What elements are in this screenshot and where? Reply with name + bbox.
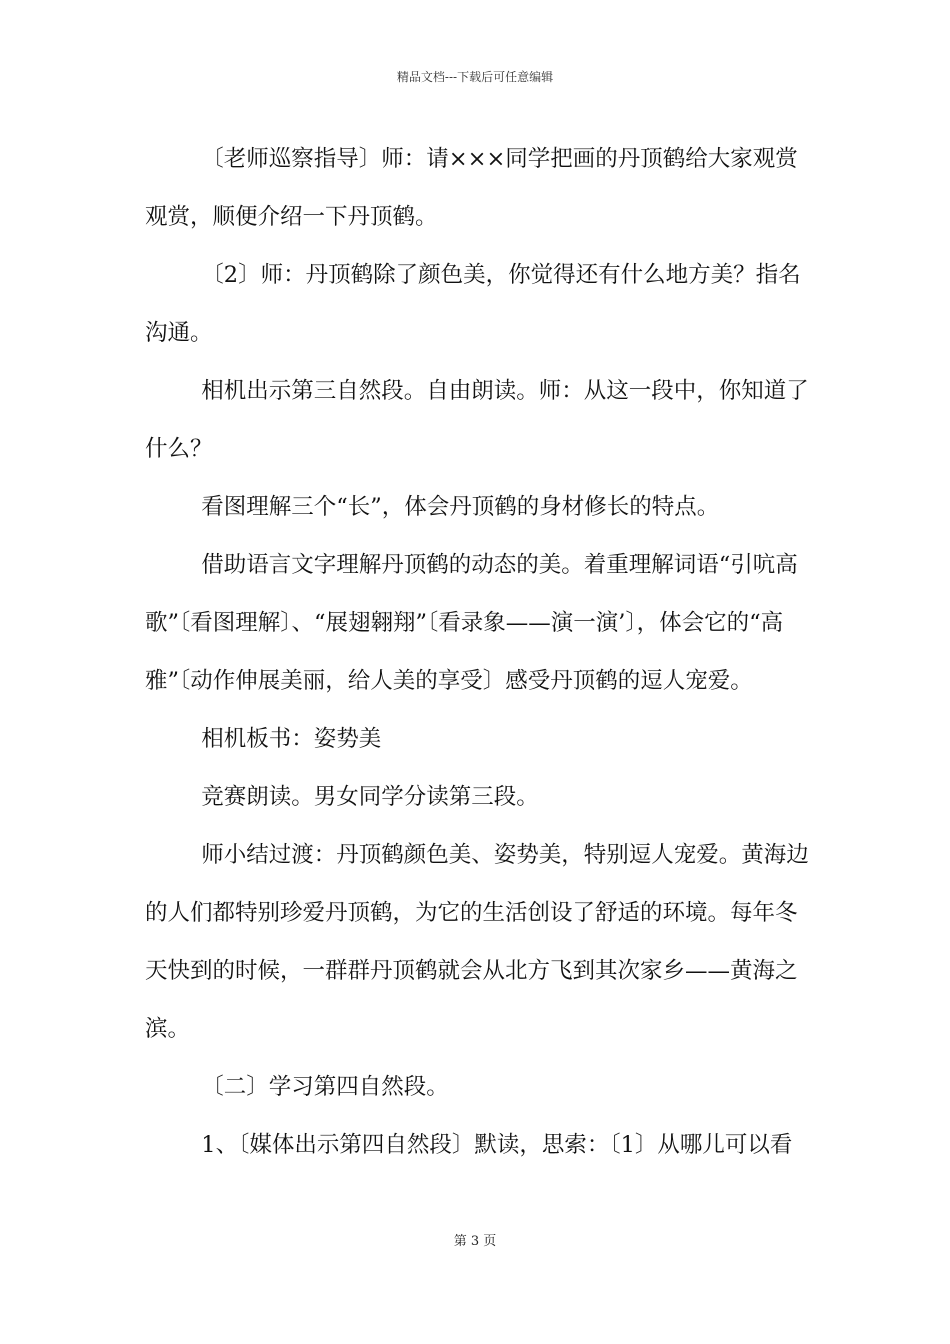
- page-number: 第 3 页: [453, 1234, 497, 1249]
- document-body: [145, 130, 810, 1174]
- paragraph: 借助语言文字理解丹顶鹤的动态的美。着重理解词语“引吭高歌”〔看图理解〕、“展翅翱翔”〔看录象——演一演’〕，体会它的“高雅”〔动作伸展美丽，给人美的享受〕感受丹顶鹤的逗人宠爱。: [145, 552, 798, 694]
- paragraph: 1、〔媒体出示第四自然段〕默读，思索：〔1〕从哪儿可以看: [201, 1132, 793, 1158]
- paragraph: 〔二〕学习第四自然段。: [201, 1074, 449, 1100]
- paragraph: 师小结过渡：丹顶鹤颜色美、姿势美，特别逗人宠爱。黄海边的人们都特别珍爱丹顶鹤，为它的生活创设了舒适的环境。每年冬天快到的时候，一群群丹顶鹤就会从北方飞到其次家乡——黄海之滨。: [145, 842, 809, 1042]
- paragraph: 〔2〕师：丹顶鹤除了颜色美，你觉得还有什么地方美？指名沟通。: [145, 262, 801, 346]
- paragraph: 竞赛朗读。男女同学分读第三段。: [201, 784, 539, 810]
- paragraph: 〔老师巡察指导〕师：请×××同学把画的丹顶鹤给大家观赏观赏，顺便介绍一下丹顶鹤。: [145, 146, 798, 230]
- paragraph: 相机板书：姿势美: [201, 726, 382, 752]
- page-header: 精品文档---下载后可任意编辑: [396, 70, 554, 84]
- paragraph: 相机出示第三自然段。自由朗读。师：从这一段中，你知道了什么？: [145, 378, 809, 462]
- paragraph: 看图理解三个“长”，体会丹顶鹤的身材修长的特点。: [201, 494, 720, 520]
